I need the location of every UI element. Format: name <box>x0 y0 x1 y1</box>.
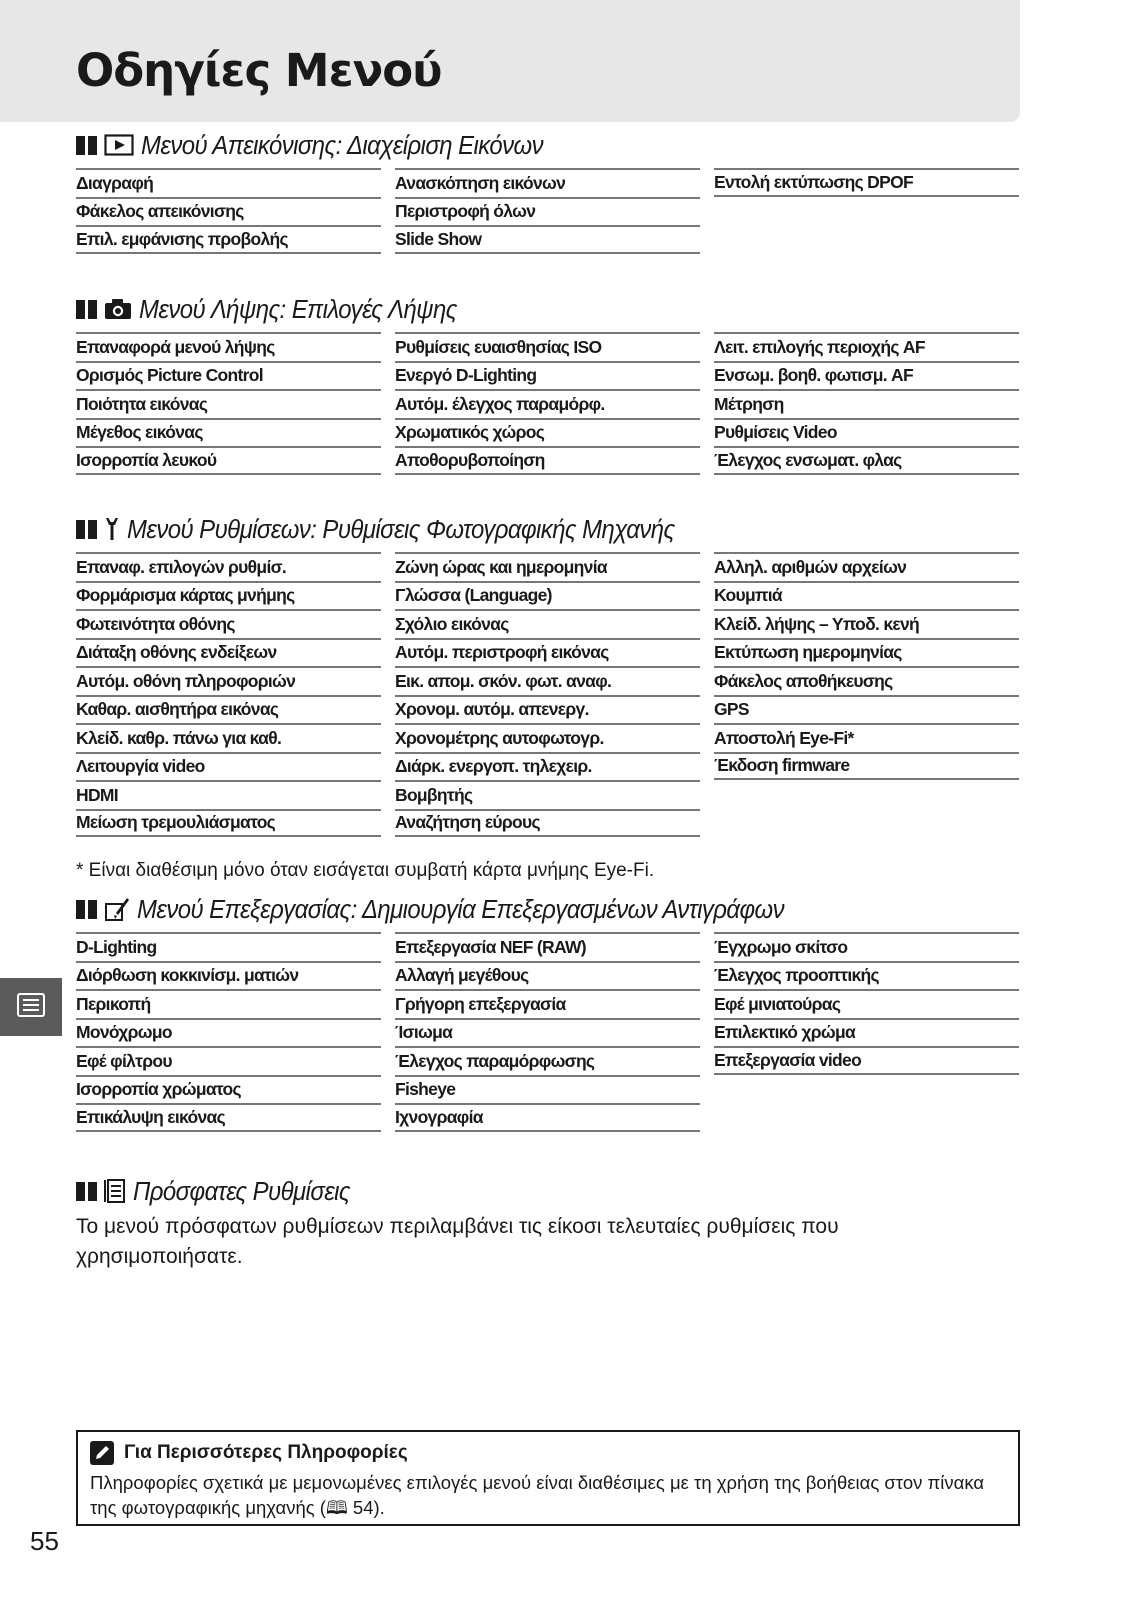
menu-item: Μέτρηση <box>714 389 1019 418</box>
section-retouch <box>76 892 1020 1132</box>
menu-item: Καθαρ. αισθητήρα εικόνας <box>76 695 381 724</box>
menu-column <box>714 168 1019 254</box>
menu-item: Ρυθμίσεις Video <box>714 418 1019 447</box>
menu-item: Εντολή εκτύπωσης DPOF <box>714 168 1019 197</box>
menu-column <box>714 332 1019 475</box>
menu-item: Διάρκ. ενεργοπ. τηλεχειρ. <box>395 752 700 781</box>
menu-item: Ορισμός Picture Control <box>76 361 381 390</box>
section-title: Πρόσφατες Ρυθμίσεις <box>133 1175 351 1206</box>
section-setup <box>76 512 1020 837</box>
menu-item: Slide Show <box>395 225 700 254</box>
menu-item: Σχόλιο εικόνας <box>395 609 700 638</box>
menu-item: Ποιότητα εικόνας <box>76 389 381 418</box>
menu-item: Διόρθωση κοκκινίσμ. ματιών <box>76 961 381 990</box>
wrench-icon <box>104 517 120 541</box>
section-marker <box>76 300 97 319</box>
section-title: Μενού Λήψης: Επιλογές Λήψης <box>139 293 457 324</box>
menu-item: Αλληλ. αριθμών αρχείων <box>714 552 1019 581</box>
menu-item: Επιλεκτικό χρώμα <box>714 1018 1019 1047</box>
menu-grid <box>76 552 1020 837</box>
menu-item: Έλεγχος προοπτικής <box>714 961 1019 990</box>
menu-item: Χρονομέτρης αυτοφωτογρ. <box>395 723 700 752</box>
note-text: Πληροφορίες σχετικά με μεμονωμένες επιλογές μενού είναι διαθέσιμες με τη χρήση της βοήθειας στον πίνακα της φωτογραφικής μηχανής (🕮 54). <box>90 1472 985 1518</box>
menu-item: Αυτόμ. οθόνη πληροφοριών <box>76 666 381 695</box>
menu-item: Επαναφορά μενού λήψης <box>76 332 381 361</box>
menu-grid <box>76 932 1020 1132</box>
page-number: 55 <box>30 1526 59 1556</box>
retouch-brush-icon <box>104 896 130 922</box>
menu-item: Ίσιωμα <box>395 1018 700 1047</box>
menu-item: Fisheye <box>395 1075 700 1104</box>
section-recent <box>76 1174 1020 1208</box>
menu-column <box>76 168 381 254</box>
menu-item: Κλείδ. καθρ. πάνω για καθ. <box>76 723 381 752</box>
menu-item: Φάκελος αποθήκευσης <box>714 666 1019 695</box>
section-heading <box>76 1174 1020 1208</box>
menu-item: Βομβητής <box>395 780 700 809</box>
menu-item: Αυτόμ. περιστροφή εικόνας <box>395 638 700 667</box>
note-title: Για Περισσότερες Πληροφορίες <box>124 1442 408 1463</box>
menu-item: Γρήγορη επεξεργασία <box>395 989 700 1018</box>
playback-icon <box>104 134 134 156</box>
menu-item: Φορμάρισμα κάρτας μνήμης <box>76 581 381 610</box>
menu-item: Κουμπιά <box>714 581 1019 610</box>
menu-item: Επιλ. εμφάνισης προβολής <box>76 225 381 254</box>
menu-item: Φάκελος απεικόνισης <box>76 197 381 226</box>
menu-item: Λειτ. επιλογής περιοχής AF <box>714 332 1019 361</box>
section-heading <box>76 512 1020 546</box>
section-marker <box>76 520 97 539</box>
menu-item: Διαγραφή <box>76 168 381 197</box>
menu-item: D-Lighting <box>76 932 381 961</box>
menu-item: GPS <box>714 695 1019 724</box>
menu-item: Ζώνη ώρας και ημερομηνία <box>395 552 700 581</box>
menu-item: Κλείδ. λήψης – Υποδ. κενή <box>714 609 1019 638</box>
menu-column <box>76 552 381 837</box>
menu-item: Επεξεργασία NEF (RAW) <box>395 932 700 961</box>
menu-item: Αποθορυβοποίηση <box>395 446 700 475</box>
section-heading <box>76 292 1020 326</box>
section-title: Μενού Απεικόνισης: Διαχείριση Εικόνων <box>141 129 544 160</box>
menu-item: Αλλαγή μεγέθους <box>395 961 700 990</box>
section-title: Μενού Ρυθμίσεων: Ρυθμίσεις Φωτογραφικής Μηχανής <box>127 513 675 544</box>
menu-item: Περικοπή <box>76 989 381 1018</box>
menu-item: Έλεγχος παραμόρφωσης <box>395 1046 700 1075</box>
menu-item: Επεξεργασία video <box>714 1046 1019 1075</box>
menu-item: Ιχνογραφία <box>395 1103 700 1132</box>
section-playback <box>76 128 1020 254</box>
menu-column <box>714 932 1019 1132</box>
menu-item: Επικάλυψη εικόνας <box>76 1103 381 1132</box>
menu-item: Διάταξη οθόνης ενδείξεων <box>76 638 381 667</box>
section-shooting <box>76 292 1020 475</box>
menu-item: Μείωση τρεμουλιάσματος <box>76 809 381 838</box>
menu-item: Επαναφ. επιλογών ρυθμίσ. <box>76 552 381 581</box>
menu-item: Εικ. απομ. σκόν. φωτ. αναφ. <box>395 666 700 695</box>
info-note-box <box>76 1430 1020 1526</box>
menu-item: Ρυθμίσεις ευαισθησίας ISO <box>395 332 700 361</box>
footnote: * Είναι διαθέσιμη μόνο όταν εισάγεται συμβατή κάρτα μνήμης Eye-Fi. <box>76 860 655 881</box>
menu-item: Μέγεθος εικόνας <box>76 418 381 447</box>
menu-item: Αναζήτηση εύρους <box>395 809 700 838</box>
section-marker <box>76 900 97 919</box>
pencil-note-icon <box>90 1441 114 1465</box>
section-heading <box>76 892 1020 926</box>
section-marker <box>76 1182 97 1201</box>
note-header <box>90 1438 1006 1468</box>
menu-item: HDMI <box>76 780 381 809</box>
menu-column <box>76 932 381 1132</box>
menu-item: Ανασκόπηση εικόνων <box>395 168 700 197</box>
section-heading <box>76 128 1020 162</box>
menu-item: Εφέ φίλτρου <box>76 1046 381 1075</box>
camera-icon <box>104 298 132 320</box>
recent-settings-icon <box>104 1178 126 1204</box>
menu-item: Χρονομ. αυτόμ. απενεργ. <box>395 695 700 724</box>
menu-column <box>395 932 700 1132</box>
menu-item: Έγχρωμο σκίτσο <box>714 932 1019 961</box>
menu-list-icon <box>17 993 45 1022</box>
menu-item: Γλώσσα (Language) <box>395 581 700 610</box>
menu-item: Λειτουργία video <box>76 752 381 781</box>
menu-grid <box>76 332 1020 475</box>
menu-item: Φωτεινότητα οθόνης <box>76 609 381 638</box>
menu-column <box>76 332 381 475</box>
menu-item: Μονόχρωμο <box>76 1018 381 1047</box>
recent-settings-description: Το μενού πρόσφατων ρυθμίσεων περιλαμβάνει τις είκοσι τελευταίες ρυθμίσεις που χρησιμοποιήσατε. <box>76 1215 839 1268</box>
menu-column <box>395 168 700 254</box>
menu-item: Έκδοση firmware <box>714 752 1019 781</box>
menu-item: Ενσωμ. βοηθ. φωτισμ. AF <box>714 361 1019 390</box>
menu-item: Περιστροφή όλων <box>395 197 700 226</box>
page-title: Οδηγίες Μενού <box>76 44 442 97</box>
menu-item: Ισορροπία λευκού <box>76 446 381 475</box>
menu-item: Αποστολή Eye-Fi* <box>714 723 1019 752</box>
menu-item: Αυτόμ. έλεγχος παραμόρφ. <box>395 389 700 418</box>
menu-item: Χρωματικός χώρος <box>395 418 700 447</box>
menu-column <box>395 552 700 837</box>
menu-grid <box>76 168 1020 254</box>
menu-column <box>395 332 700 475</box>
menu-item: Εφέ μινιατούρας <box>714 989 1019 1018</box>
section-marker <box>76 136 97 155</box>
menu-item: Ισορροπία χρώματος <box>76 1075 381 1104</box>
menu-item: Εκτύπωση ημερομηνίας <box>714 638 1019 667</box>
section-title: Μενού Επεξεργασίας: Δημιουργία Επεξεργασμένων Αντιγράφων <box>137 893 785 924</box>
side-tab <box>0 978 62 1036</box>
menu-column <box>714 552 1019 837</box>
menu-item: Έλεγχος ενσωματ. φλας <box>714 446 1019 475</box>
menu-item: Ενεργό D-Lighting <box>395 361 700 390</box>
